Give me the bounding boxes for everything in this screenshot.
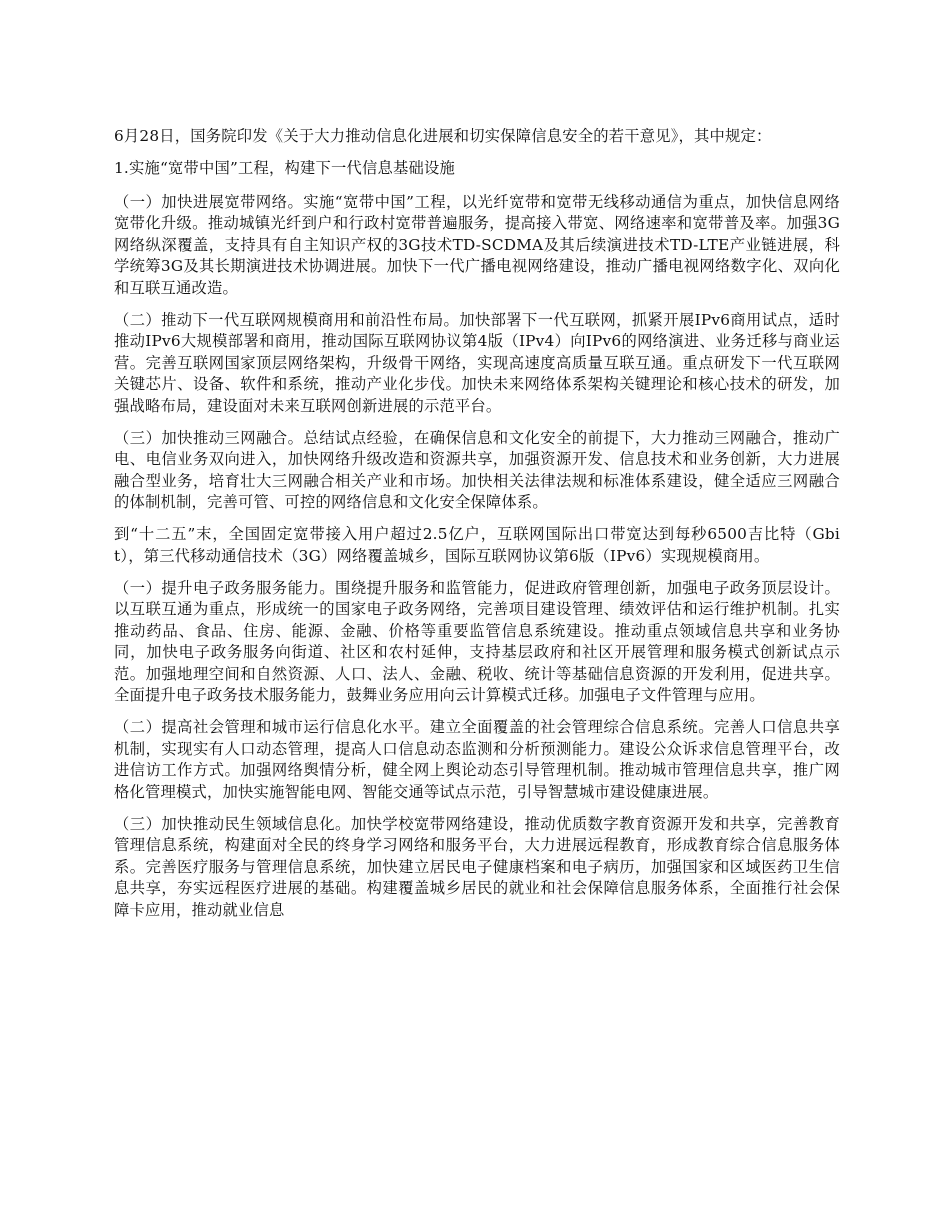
paragraph-broadband-network: （一）加快进展宽带网络。实施“宽带中国”工程，以光纤宽带和宽带无线移动通信为重点，加快信息网络宽带化升级。推动城镇光纤到户和行政村宽带普遍服务，提高接入带宽、网络速率和宽带普及率。加强3G网络纵深覆盖，支持具有自主知识产权的3G技术TD-SCDMA及其后续演进技术TD-LTE产业链进展，科学统筹3G及其长期演进技术协调进展。加快下一代广播电视网络建设，推动广播电视网络数字化、双向化和互联互通改造。 xyxy=(114,192,840,297)
paragraph-targets: 到“十二五”末，全国固定宽带接入用户超过2.5亿户，互联网国际出口带宽达到每秒6500吉比特（Gbit），第三代移动通信技术（3G）网络覆盖城乡，国际互联网协议第6版（IPv6）实现规模商用。 xyxy=(114,525,840,565)
paragraph-next-gen-internet: （二）推动下一代互联网规模商用和前沿性布局。加快部署下一代互联网，抓紧开展IPv6商用试点，适时推动IPv6大规模部署和商用，推动国际互联网协议第4版（IPv4）向IPv6的网络演进、业务迁移与商业运营。完善互联网国家顶层网络架构，升级骨干网络，实现高速度高质量互联互通。重点研发下一代互联网关键芯片、设备、软件和系统，推动产业化步伐。加快未来网络体系架构关键理论和核心技术的研发，加强战略布局，建设面对未来互联网创新进展的示范平台。 xyxy=(114,310,840,415)
document-body xyxy=(114,126,840,932)
paragraph-triple-network: （三）加快推动三网融合。总结试点经验，在确保信息和文化安全的前提下，大力推动三网融合，推动广电、电信业务双向进入，加快网络升级改造和资源共享，加强资源开发、信息技术和业务创新，大力进展融合型业务，培育壮大三网融合相关产业和市场。加快相关法律法规和标准体系建设，健全适应三网融合的体制机制，完善可管、可控的网络信息和文化安全保障体系。 xyxy=(114,428,840,511)
section-heading: 1.实施“宽带中国”工程，构建下一代信息基础设施 xyxy=(114,159,455,177)
paragraph-e-government: （一）提升电子政务服务能力。围绕提升服务和监管能力，促进政府管理创新，加强电子政务顶层设计。以互联互通为重点，形成统一的国家电子政务网络，完善项目建设管理、绩效评估和运行维护机制。扎实推动药品、食品、住房、能源、金融、价格等重要监管信息系统建设。推动重点领域信息共享和业务协同，加快电子政务服务向街道、社区和农村延伸，支持基层政府和社区开展管理和服务模式创新试点示范。加强地理空间和自然资源、人口、法人、金融、税收、统计等基础信息资源的开发利用，促进共享。全面提升电子政务技术服务能力，鼓舞业务应用向云计算模式迁移。加强电子文件管理与应用。 xyxy=(114,578,840,704)
intro-paragraph: 6月28日，国务院印发《关于大力推动信息化进展和切实保障信息安全的若干意见》，其中规定： xyxy=(114,127,772,145)
paragraph-social-management: （二）提高社会管理和城市运行信息化水平。建立全面覆盖的社会管理综合信息系统。完善人口信息共享机制，实现实有人口动态管理，提高人口信息动态监测和分析预测能力。建设公众诉求信息管理平台，改进信访工作方式。加强网络舆情分析，健全网上舆论动态引导管理机制。推动城市管理信息共享，推广网格化管理模式，加快实施智能电网、智能交通等试点示范，引导智慧城市建设健康进展。 xyxy=(114,718,840,801)
paragraph-livelihood: （三）加快推动民生领域信息化。加快学校宽带网络建设，推动优质数字教育资源开发和共享，完善教育管理信息系统，构建面对全民的终身学习网络和服务平台，大力进展远程教育，形成教育综合信息服务体系。完善医疗服务与管理信息系统，加快建立居民电子健康档案和电子病历，加强国家和区域医药卫生信息共享，夯实远程医疗进展的基础。构建覆盖城乡居民的就业和社会保障信息服务体系，全面推行社会保障卡应用，推动就业信息 xyxy=(114,814,840,919)
